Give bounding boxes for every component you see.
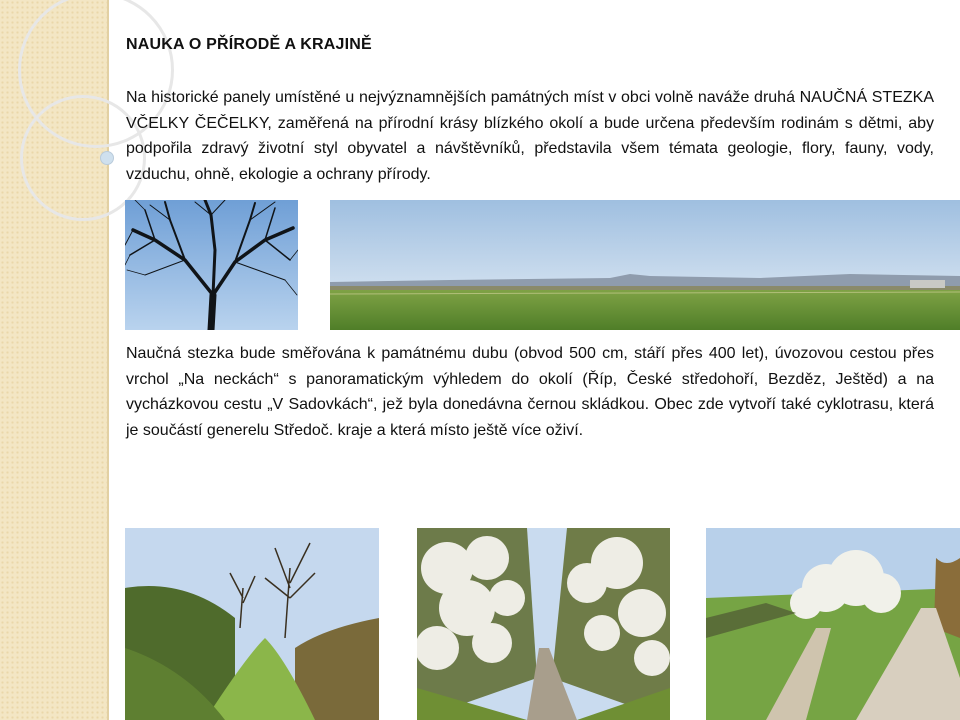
trail-description-paragraph: Naučná stezka bude směřována k památnému dubu (obvod 500 cm, stáří přes 400 let), úvozovou cestou přes vrchol „Na neckách“ s panoramatickým výhledem do okolí (Říp, České středohoří, Bezděz, Ještěd) a na vycházkovou cestu „V Sadovkách“, jež byla donedávna černou skládkou. Obec zde vytvoří také cyklotrasu, která je součástí generelu Středoč. kraje a která místo ještě více oživí. [126, 345, 934, 439]
oak-tree-photo [125, 200, 298, 330]
blossom-path-photo [417, 528, 670, 720]
decorative-dot [100, 151, 114, 165]
sunken-path-photo [125, 528, 379, 720]
dirt-road-photo [706, 528, 960, 720]
field-panorama-photo [330, 200, 960, 330]
page-title: NAUKA O PŘÍRODĚ A KRAJINĚ [126, 36, 372, 53]
intro-paragraph: Na historické panely umístěné u nejvýznamnějších památných míst v obci volně naváže druhá NAUČNÁ STEZKA VČELKY ČEČELKY, zaměřená na přírodní krásy blízkého okolí a bude určena především rodinám s dětmi, aby podpořila zdravý životní styl obyvatel a návštěvníků, představila všem témata geologie, flory, fauny, vody, vzduchu, ohně, ekologie a ochrany přírody. [126, 89, 934, 183]
